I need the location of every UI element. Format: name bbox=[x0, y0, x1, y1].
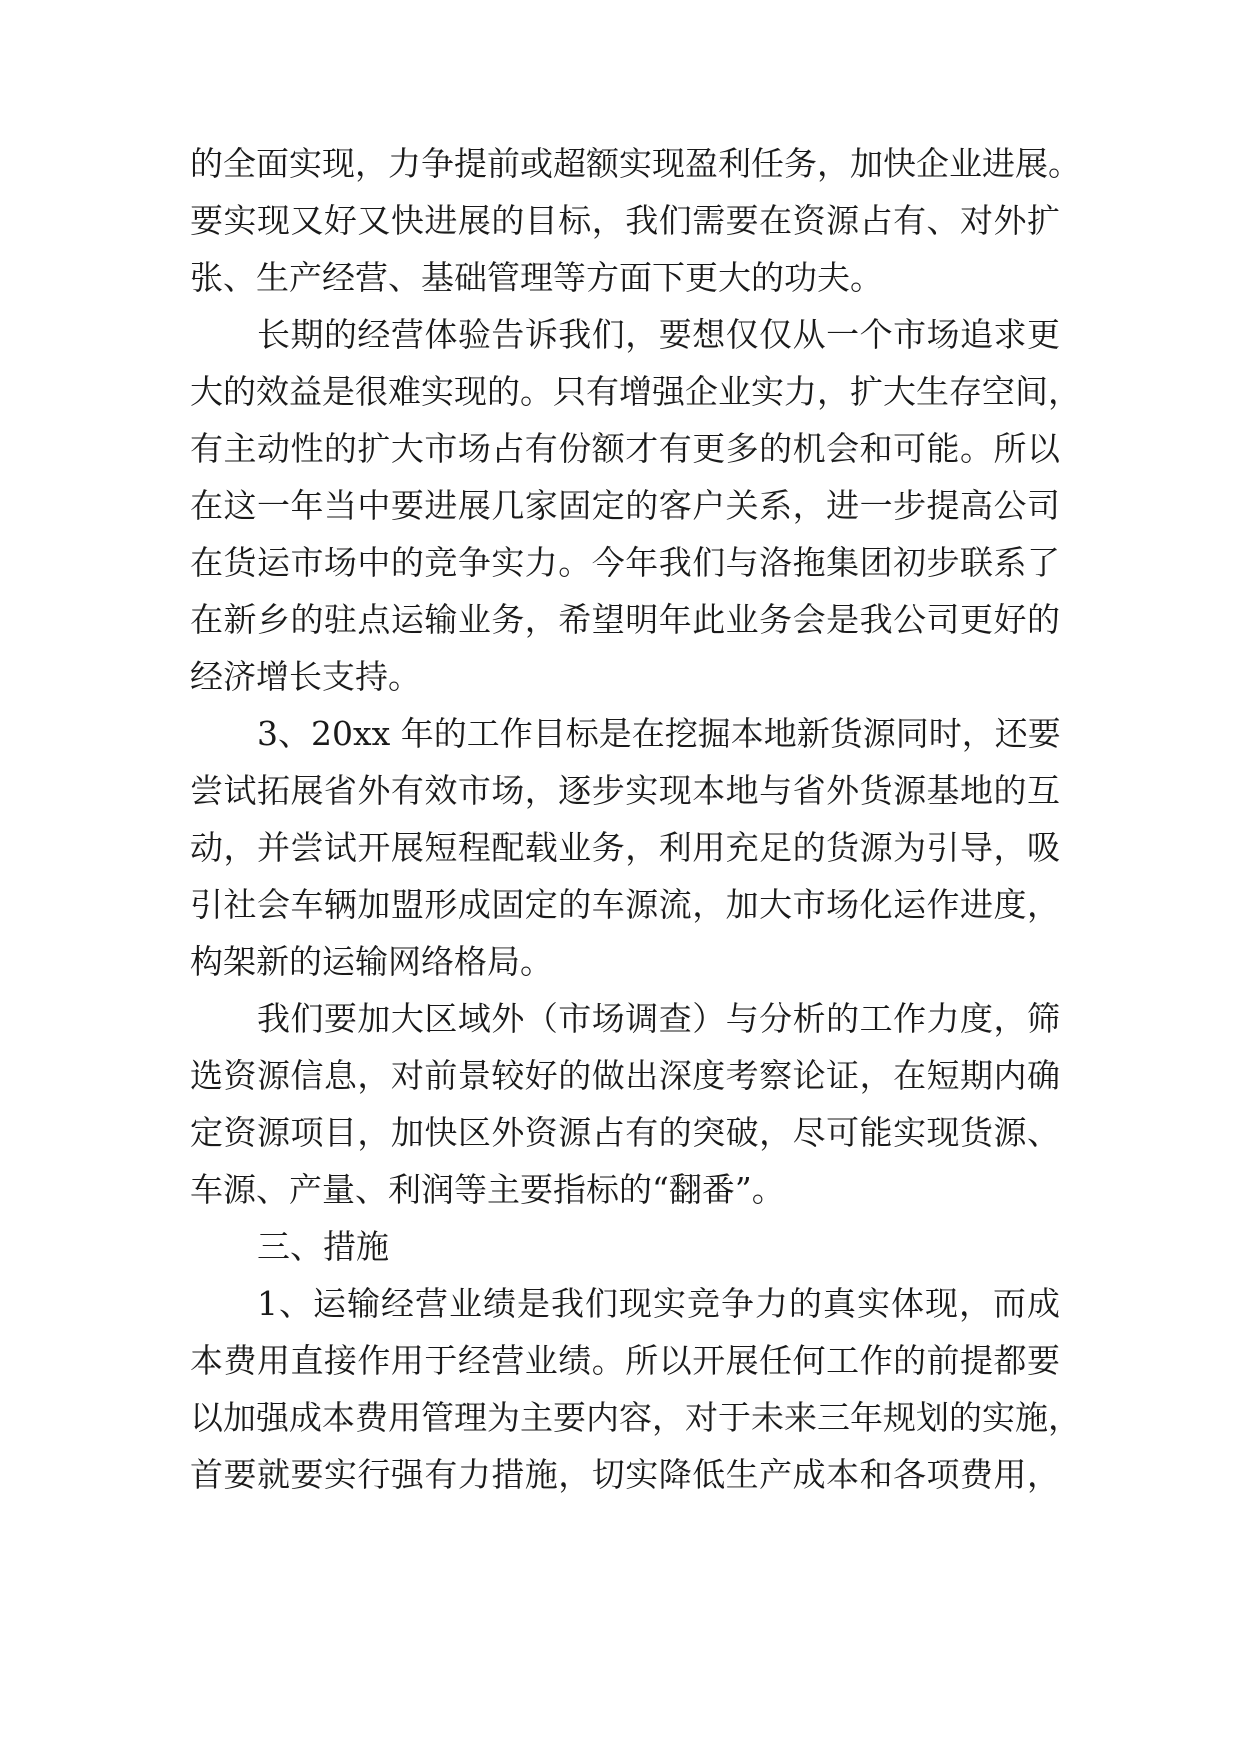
text-line: 构架新的运输网络格局。 bbox=[190, 942, 553, 981]
text-line: 要实现又好又快进展的目标，我们需要在资源占有、对外扩 bbox=[190, 201, 1060, 240]
text-line: 尝试拓展省外有效市场，逐步实现本地与省外货源基地的互 bbox=[190, 771, 1060, 810]
text-line: 大的效益是很难实现的。只有增强企业实力，扩大生存空间， bbox=[190, 372, 1081, 411]
text-line: 引社会车辆加盟形成固定的车源流，加大市场化运作进度， bbox=[190, 885, 1060, 924]
text-line: 定资源项目，加快区外资源占有的突破，尽可能实现货源、 bbox=[190, 1113, 1060, 1152]
text-line: 选资源信息，对前景较好的做出深度考察论证，在短期内确 bbox=[190, 1056, 1060, 1095]
text-line: 首要就要实行强有力措施，切实降低生产成本和各项费用， bbox=[190, 1455, 1060, 1494]
paragraph-first-line: 1、运输经营业绩是我们现实竞争力的真实体现，而成 bbox=[257, 1284, 1060, 1323]
paragraph-first-line: 3、20xx 年的工作目标是在挖掘本地新货源同时，还要 bbox=[257, 714, 1061, 753]
text-line: 张、生产经营、基础管理等方面下更大的功夫。 bbox=[190, 258, 883, 297]
paragraph-first-line: 我们要加大区域外（市场调查）与分析的工作力度，筛 bbox=[257, 999, 1060, 1038]
text-line: 的全面实现，力争提前或超额实现盈利任务，加快企业进展。 bbox=[190, 144, 1081, 183]
text-line: 在新乡的驻点运输业务，希望明年此业务会是我公司更好的 bbox=[190, 600, 1060, 639]
text-line: 以加强成本费用管理为主要内容，对于未来三年规划的实施， bbox=[190, 1398, 1081, 1437]
text-line: 在货运市场中的竞争实力。今年我们与洛拖集团初步联系了 bbox=[190, 543, 1060, 582]
section-heading: 三、措施 bbox=[257, 1227, 389, 1266]
text-line: 经济增长支持。 bbox=[190, 657, 421, 696]
text-line: 有主动性的扩大市场占有份额才有更多的机会和可能。所以 bbox=[190, 429, 1060, 468]
paragraph-first-line: 长期的经营体验告诉我们，要想仅仅从一个市场追求更 bbox=[257, 315, 1060, 354]
text-line: 车源、产量、利润等主要指标的“翻番”。 bbox=[190, 1170, 785, 1209]
text-line: 在这一年当中要进展几家固定的客户关系，进一步提高公司 bbox=[190, 486, 1060, 525]
text-line: 动，并尝试开展短程配载业务，利用充足的货源为引导，吸 bbox=[190, 828, 1060, 867]
text-line: 本费用直接作用于经营业绩。所以开展任何工作的前提都要 bbox=[190, 1341, 1060, 1380]
